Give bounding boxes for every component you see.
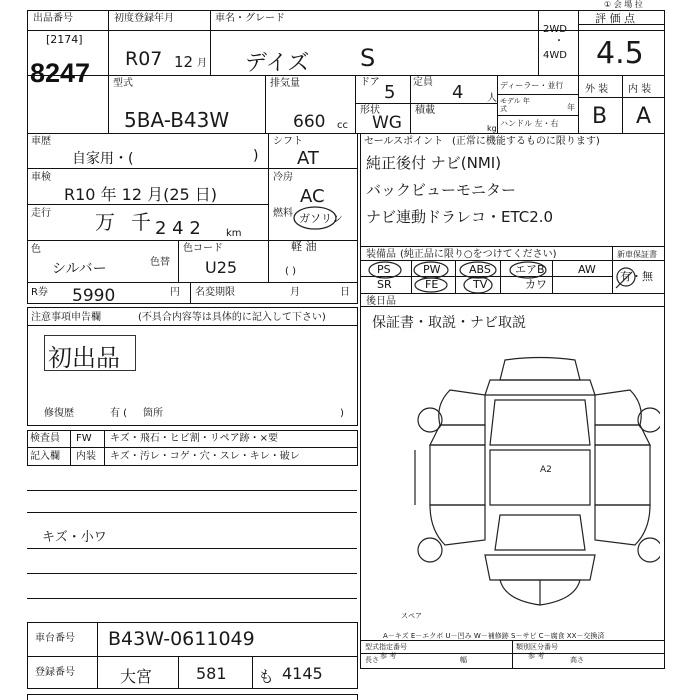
repair-value: 有 ( — [110, 408, 128, 419]
inspector-label: 検査員 — [30, 433, 60, 444]
equipment-label: 装備品 — [366, 249, 396, 260]
notes-value: 初出品 — [48, 344, 120, 372]
rear-items-value: 保証書・取説・ナビ取説 — [372, 315, 526, 331]
equip-pw: PW — [423, 263, 441, 276]
lot-number-label: 出品番号 — [33, 13, 73, 24]
model-code: 5BA-B43W — [124, 108, 230, 132]
car-damage-diagram — [390, 355, 660, 615]
registration-number: 4145 — [282, 664, 323, 683]
spare-label: スペア — [401, 612, 422, 620]
venue-mark: ① 会 場 拉 — [604, 0, 643, 9]
fuel-gasoline-circle — [292, 205, 338, 231]
car-name: デイズ — [245, 51, 310, 76]
mileage-digits: 2 4 2 — [155, 218, 201, 239]
drive-4wd: 4WD — [543, 50, 567, 61]
shape-label: 形状 — [360, 105, 380, 116]
inspection-label: 車検 — [31, 172, 51, 183]
interior-label: 内 装 — [628, 84, 652, 95]
inspection-value: R10 年 12 月(25 日) — [64, 185, 218, 204]
fuel-label: 燃料 — [273, 208, 293, 219]
repair-close: ) — [340, 408, 344, 419]
type-class-label: 類別区分番号 — [516, 643, 558, 651]
car-name-label: 車名・グレード — [215, 13, 285, 24]
equip-ps: PS — [377, 263, 391, 276]
color-change-label: 色替 — [150, 257, 170, 268]
grade: S — [360, 44, 376, 72]
interior-text: キズ・汚レ・コゲ・穴・スレ・キレ・破レ — [110, 451, 300, 462]
chassis-number: B43W-0611049 — [108, 628, 255, 650]
title-day: 日 — [340, 287, 350, 298]
doors-label: ドア — [360, 77, 380, 88]
equipment-circles — [360, 258, 665, 298]
history-close: ) — [253, 148, 259, 164]
equip-tv: TV — [473, 278, 488, 291]
body-shape: WG — [372, 113, 402, 133]
notes-hint: (不具合内容等は具体的に記入して下さい) — [138, 312, 326, 323]
mileage-sen: 千 — [131, 210, 151, 234]
length-label: 長さ — [365, 656, 379, 664]
mileage-unit: km — [226, 228, 242, 239]
sales-points-label: セールスポイント — [364, 136, 444, 147]
color-code-label: 色コード — [183, 243, 223, 254]
fuel-other: ( ) — [285, 266, 296, 277]
rear-items-label: 後日品 — [366, 296, 396, 307]
first-registration-label: 初度登録年月 — [114, 13, 174, 24]
drive-2wd: 2WD — [543, 24, 567, 35]
ac-label: 冷房 — [273, 172, 293, 183]
registration-place: 大宮 — [120, 667, 153, 686]
repair-label: 修復歴 — [44, 408, 74, 419]
sales-point-2: バックビューモニター — [366, 181, 517, 199]
month-unit: 月 — [197, 58, 207, 69]
notes-label: 注意事項申告欄 — [31, 312, 101, 323]
capacity: 4 — [452, 82, 464, 103]
evaluation-label: 評 価 点 — [595, 12, 635, 25]
equip-fe: FE — [425, 278, 439, 291]
mileage-label: 走行 — [31, 208, 51, 219]
lot-sub-number: [2174] — [46, 33, 83, 46]
load-unit: kg — [487, 124, 497, 133]
handwritten-note: キズ・小ワ — [42, 530, 107, 545]
repair-place: 箇所 — [143, 408, 163, 419]
fuel-gasoline: ガソリン — [299, 212, 343, 225]
doors: 5 — [384, 82, 396, 103]
mileage-man: 万 — [95, 210, 115, 234]
registration-class: 581 — [196, 664, 227, 683]
dealer-label: ディーラー・並行 — [500, 81, 564, 90]
interior-grade: A — [636, 104, 652, 129]
title-month: 月 — [290, 287, 300, 298]
type-class-ref: 参 考 — [528, 652, 545, 660]
load-label: 積載 — [415, 105, 435, 116]
equip-abs: ABS — [469, 263, 491, 276]
history-value: 自家用・( — [72, 151, 134, 167]
sales-point-3: ナビ連動ドラレコ・ETC2.0 — [366, 208, 554, 226]
sales-points-hint: (正常に機能するものに限ります) — [452, 136, 600, 147]
equip-aw: AW — [578, 263, 596, 276]
entry-label: 記入欄 — [30, 451, 60, 462]
type-spec-label: 型式指定番号 — [365, 643, 407, 651]
color-code: U25 — [205, 258, 238, 277]
type-spec-ref: 参 考 — [380, 652, 397, 660]
exterior-label: 外 装 — [585, 84, 609, 95]
exterior-grade: B — [592, 104, 608, 129]
recycle-value: 5990 — [72, 286, 116, 306]
equip-leather: カワ — [525, 278, 547, 291]
width-label: 幅 — [460, 656, 467, 664]
fuel-diesel: 軽 油 — [291, 240, 317, 253]
drive-dot: ・ — [554, 36, 564, 47]
equipment-hint: (純正品に限り○をつけてください) — [400, 249, 557, 260]
shift-label: シフト — [273, 136, 303, 147]
warranty-label: 新車保証書 — [617, 250, 657, 259]
displacement-unit: cc — [337, 120, 348, 131]
recycle-unit: 円 — [170, 287, 180, 298]
notes-value-box — [44, 335, 136, 371]
equip-sr: SR — [377, 278, 392, 291]
damage-mark-a2: A2 — [540, 465, 552, 475]
displacement: 660 — [293, 112, 326, 132]
shift-value: AT — [297, 148, 319, 169]
warranty-value: 有・無 — [620, 270, 653, 283]
capacity-unit: 人 — [487, 93, 497, 104]
color-label: 色 — [31, 244, 41, 255]
fw-label: FW — [76, 433, 92, 444]
model-year-unit: 年 — [567, 103, 575, 112]
color-value: シルバー — [52, 261, 107, 277]
model-label: 型式 — [113, 78, 133, 89]
damage-legend: A－キズ E－エクボ U－凹み W－補修跡 S－サビ C－腐食 XX－交換済 — [383, 632, 605, 640]
handle-label: ハンドル 左・右 — [500, 119, 559, 128]
fw-text: キズ・飛石・ヒビ割・リペア跡・×要 — [110, 433, 278, 444]
capacity-label: 定員 — [413, 77, 433, 88]
registration-label: 登録番号 — [35, 667, 75, 678]
color-code-divider — [178, 241, 268, 283]
interior-label-short: 内装 — [76, 451, 96, 462]
height-label: 高さ — [570, 656, 584, 664]
equip-airbag: エアB — [515, 263, 545, 276]
title-limit-label: 名変期限 — [195, 287, 235, 298]
displacement-label: 排気量 — [270, 78, 300, 89]
chassis-label: 車台番号 — [35, 633, 75, 644]
first-registration-year: R07 — [125, 48, 163, 70]
model-year-label: モデル 年式 — [500, 97, 530, 113]
sales-point-1: 純正後付 ナビ(NMI) — [366, 154, 502, 172]
evaluation-score: 4.5 — [596, 36, 644, 71]
history-label: 車歴 — [31, 136, 51, 147]
recycle-label: R券 — [31, 287, 48, 298]
registration-kana: も — [258, 667, 275, 686]
ac-value: AC — [300, 186, 325, 207]
first-registration-month: 12 — [174, 53, 194, 71]
lot-number: 8247 — [30, 58, 91, 88]
